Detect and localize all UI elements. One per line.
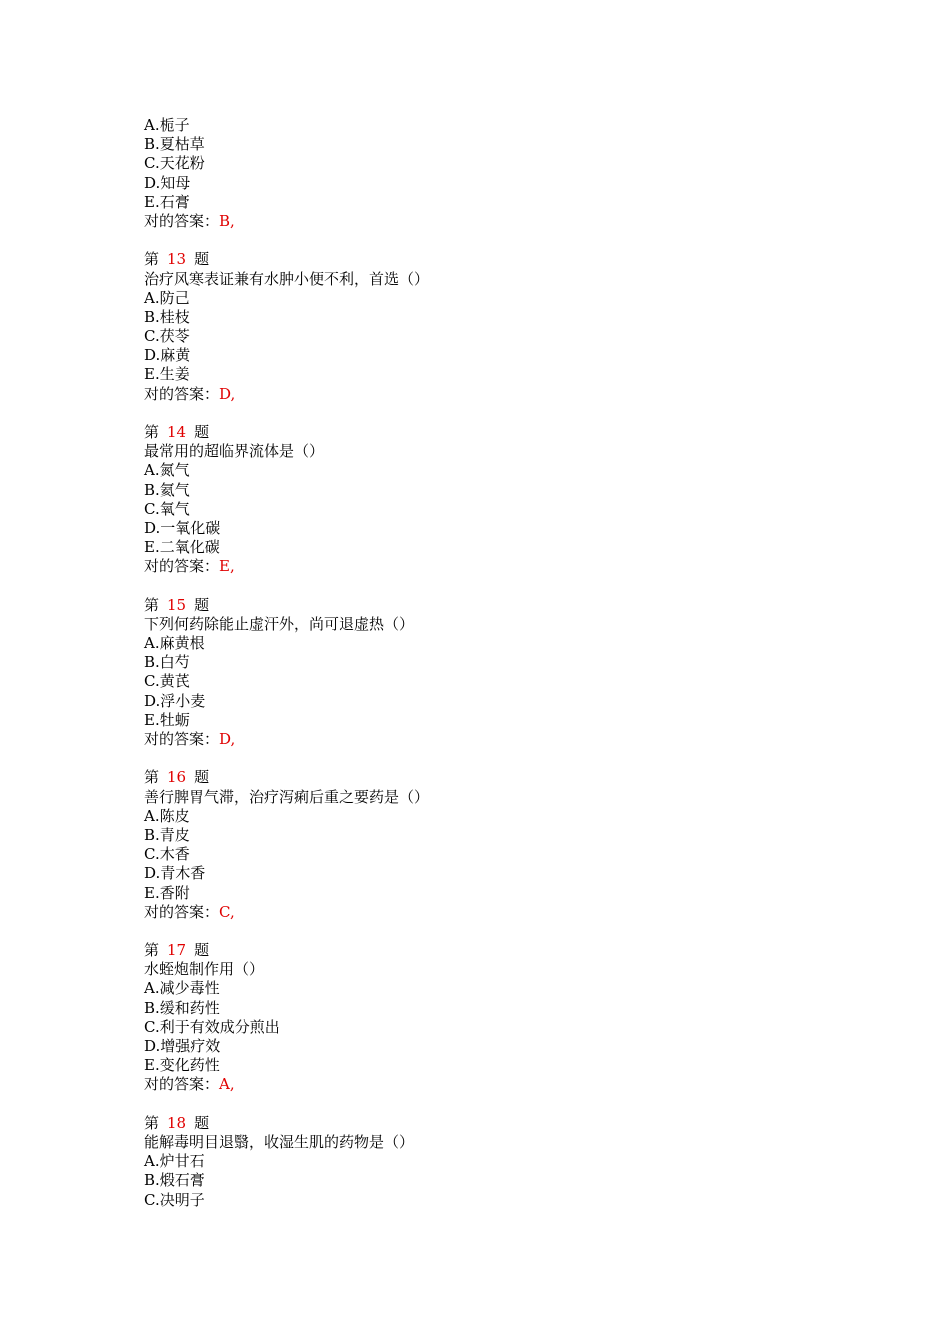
- option-e: E.生姜: [144, 365, 190, 384]
- answer-label: 对的答案：: [144, 557, 220, 576]
- option-c: C.茯苓: [144, 327, 190, 346]
- question-prefix: 第: [144, 423, 160, 441]
- option-b: B.桂枝: [144, 307, 190, 326]
- option-e: E.变化药性: [144, 1056, 220, 1075]
- option-e: E.香附: [144, 883, 190, 902]
- answer-value: A,: [219, 1075, 235, 1094]
- question-suffix: 题: [194, 1113, 210, 1132]
- answer-line: [144, 1075, 844, 1094]
- option-d: D.增强疗效: [144, 1037, 221, 1055]
- question-stem: 治疗风寒表证兼有水肿小便不利，首选（）: [144, 269, 430, 288]
- question-prefix: 第: [144, 768, 160, 787]
- question-stem: 能解毒明目退翳，收湿生肌的药物是（）: [144, 1132, 415, 1151]
- option-d: D.知母: [144, 173, 191, 192]
- question-header: [144, 1114, 844, 1133]
- answer-value: D,: [219, 384, 236, 403]
- question-stem: 最常用的超临界流体是（）: [144, 442, 325, 461]
- question-suffix: 题: [194, 595, 210, 614]
- option-a: A.减少毒性: [144, 979, 220, 998]
- question-stem: 水蛭炮制作用（）: [144, 960, 265, 979]
- question-number: 14: [167, 423, 187, 441]
- option-d: D.浮小麦: [144, 691, 206, 710]
- answer-value: D,: [219, 730, 236, 748]
- question-suffix: 题: [194, 423, 210, 441]
- option-c: C.氧气: [144, 499, 190, 518]
- option-a: A.氮气: [144, 461, 190, 480]
- option-b: B.煅石膏: [144, 1171, 205, 1190]
- answer-value: B,: [219, 211, 235, 230]
- answer-line: [144, 212, 844, 231]
- question-number: 16: [167, 768, 187, 787]
- answer-line: [144, 385, 844, 404]
- question-prefix: 第: [144, 941, 160, 960]
- answer-label: 对的答案：: [144, 730, 220, 748]
- question-block: [144, 1114, 844, 1210]
- question-block: [144, 423, 844, 577]
- option-b: B.氦气: [144, 480, 190, 499]
- question-header: [144, 768, 844, 787]
- option-a: A.麻黄根: [144, 634, 205, 653]
- question-number: 15: [167, 595, 187, 614]
- option-a: A.陈皮: [144, 806, 190, 825]
- option-c: C.利于有效成分煎出: [144, 1017, 280, 1036]
- question-prefix: 第: [144, 1113, 160, 1132]
- option-c: C.木香: [144, 845, 190, 864]
- question-block: [144, 596, 844, 750]
- option-b: B.缓和药性: [144, 998, 220, 1017]
- question-number: 17: [167, 941, 187, 960]
- question-suffix: 题: [194, 768, 210, 787]
- question-header: [144, 250, 844, 269]
- answer-label: 对的答案：: [144, 902, 220, 921]
- answer-label: 对的答案：: [144, 1075, 220, 1094]
- question-prefix: 第: [144, 595, 160, 614]
- question-number: 13: [167, 250, 187, 269]
- option-b: B.青皮: [144, 825, 190, 844]
- option-e: E.牡蛎: [144, 710, 190, 729]
- option-c: C.天花粉: [144, 154, 205, 173]
- answer-value: E,: [219, 557, 235, 576]
- option-d: D.青木香: [144, 864, 206, 883]
- option-b: B.夏枯草: [144, 135, 205, 154]
- leading-question-block: [144, 116, 844, 231]
- option-e: E.二氧化碳: [144, 538, 220, 557]
- document-page: [144, 116, 844, 1210]
- question-prefix: 第: [144, 250, 160, 269]
- question-header: [144, 423, 844, 442]
- option-c: C.黄芪: [144, 672, 190, 691]
- option-a: A.栀子: [144, 116, 190, 134]
- option-d: D.麻黄: [144, 346, 191, 365]
- option-a: A.防己: [144, 288, 190, 307]
- option-a: A.炉甘石: [144, 1152, 205, 1171]
- answer-label: 对的答案：: [144, 384, 220, 403]
- answer-line: [144, 557, 844, 576]
- question-block: [144, 941, 844, 1095]
- answer-label: 对的答案：: [144, 211, 220, 230]
- question-block: [144, 768, 844, 922]
- option-b: B.白芍: [144, 653, 190, 672]
- question-suffix: 题: [194, 941, 210, 960]
- answer-value: C,: [219, 902, 235, 921]
- question-number: 18: [167, 1113, 187, 1132]
- option-e: E.石膏: [144, 192, 190, 211]
- question-stem: 善行脾胃气滞，治疗泻痢后重之要药是（）: [144, 787, 430, 806]
- answer-line: [144, 903, 844, 922]
- question-stem: 下列何药除能止虚汗外，尚可退虚热（）: [144, 614, 415, 633]
- question-suffix: 题: [194, 250, 210, 269]
- question-block: [144, 250, 844, 404]
- question-header: [144, 596, 844, 615]
- question-header: [144, 941, 844, 960]
- option-d: D.一氧化碳: [144, 518, 221, 537]
- option-c: C.决明子: [144, 1190, 205, 1209]
- answer-line: [144, 730, 844, 749]
